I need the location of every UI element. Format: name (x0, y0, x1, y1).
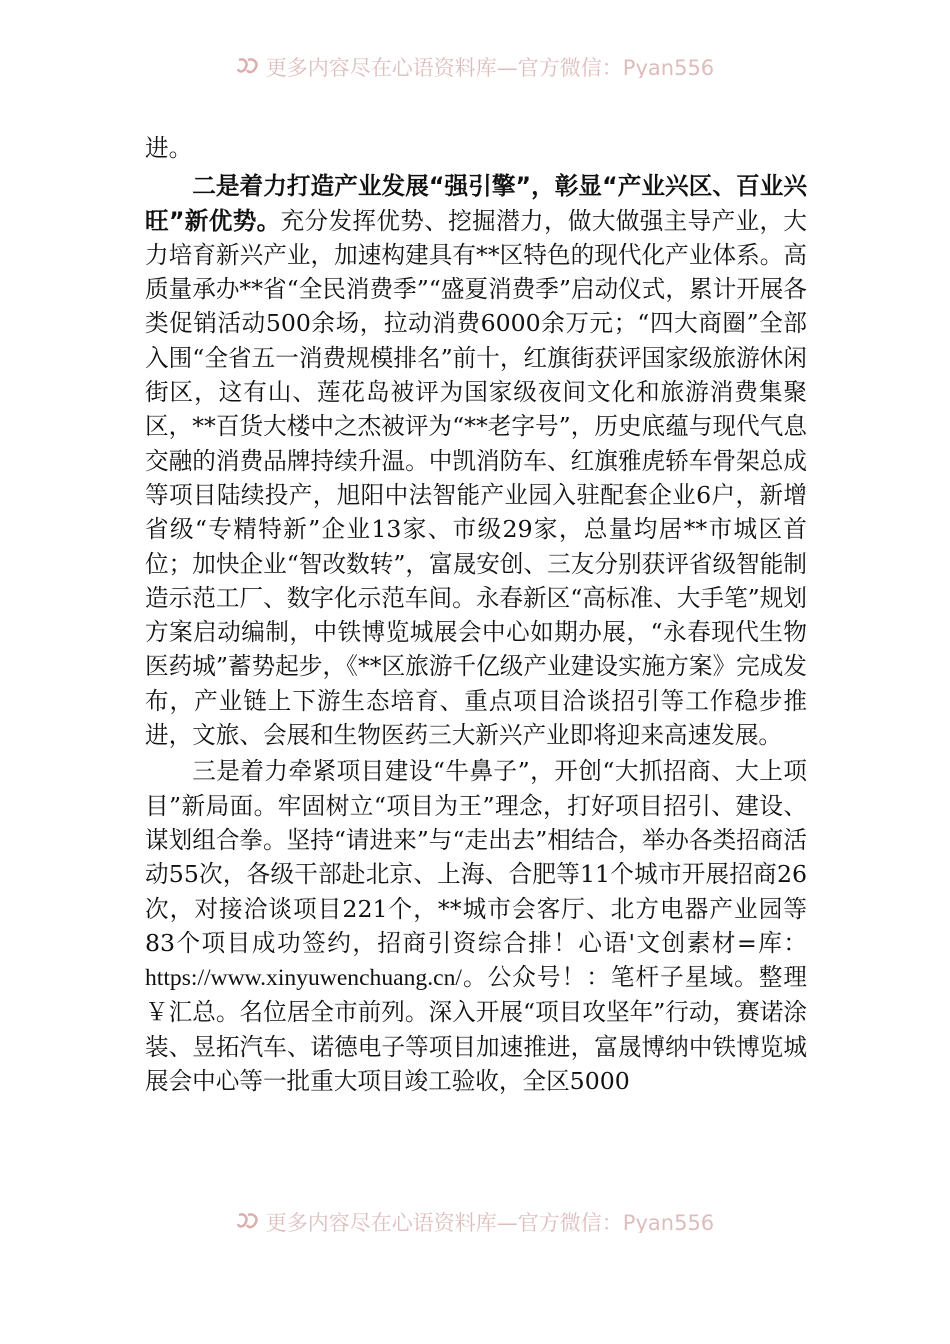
document-body (145, 131, 807, 1098)
paragraph-projects-text-1: 三是着力牵紧项目建设“牛鼻子”，开创“大抓招商、大上项目”新局面。牢固树立“项目为王”理念，打好项目招引、建设、谋划组合拳。坚持“请进来”与“走出去”相结合，举办各类招商活动55次，各级干部赴北京、上海、合肥等11个城市开展招商26次，对接洽谈项目221个，**城市会客厅、北方电器产业园等83个项目成功签约，招商引资综合排！心语'文创素材=库： (145, 757, 807, 957)
footer-watermark (0, 1207, 950, 1233)
paragraph-industry-heading: 二是着力打造产业发展“强引擎”，彰显“产业兴区、百业兴旺”新优势。 (145, 172, 807, 235)
watermark-logo-icon (236, 56, 262, 78)
source-url-link[interactable]: https://www.xinyuwenchuang.cn/ (145, 965, 462, 992)
footer-watermark-text: 更多内容尽在心语资料库—官方微信：Pyan556 (265, 1211, 715, 1233)
watermark-logo-icon (236, 1211, 262, 1233)
header-watermark-text: 更多内容尽在心语资料库—官方微信：Pyan556 (265, 56, 715, 78)
paragraph-projects-text-2: 。公众号！：笔杆子星域。整理￥汇总。名位居全市前列。深入开展“项目攻坚年”行动，赛诺涂装、昱拓汽车、诺德电子等项目加速推进，富晟博纳中铁博览城展会中心等一批重大项目竣工验收，全区5000 (145, 963, 807, 1096)
paragraph-industry (145, 169, 807, 752)
paragraph-industry-body: 充分发挥优势、挖掘潜力，做大做强主导产业，大力培育新兴产业，加速构建具有**区特色的现代化产业体系。高质量承办**省“全民消费季”“盛夏消费季”启动仪式，累计开展各类促销活动500余场，拉动消费6000余万元；“四大商圈”全部入围“全省五一消费规模排名”前十，红旗街获评国家级旅游休闲街区，这有山、莲花岛被评为国家级夜间文化和旅游消费集聚区，**百货大楼中之杰被评为“**老字号”，历史底蕴与现代气息交融的消费品牌持续升温。中凯消防车、红旗雅虎轿车骨架总成等项目陆续投产，旭阳中法智能产业园入驻配套企业6户，新增省级“专精特新”企业13家、市级29家，总量均居**市城区首位；加快企业“智改数转”，富晟安创、三友分别获评省级智能制造示范工厂、数字化示范车间。永春新区“高标准、大手笔”规划方案启动编制，中铁博览城展会中心如期办展，“永春现代生物医药城”蓄势起步，《**区旅游千亿级产业建设实施方案》完成发布，产业链上下游生态培育、重点项目洽谈招引等工作稳步推进，文旅、会展和生物医药三大新兴产业即将迎来高速发展。 (145, 206, 807, 750)
header-watermark (0, 52, 950, 78)
paragraph-projects (145, 754, 807, 1098)
paragraph-continuation: 进。 (145, 134, 193, 162)
